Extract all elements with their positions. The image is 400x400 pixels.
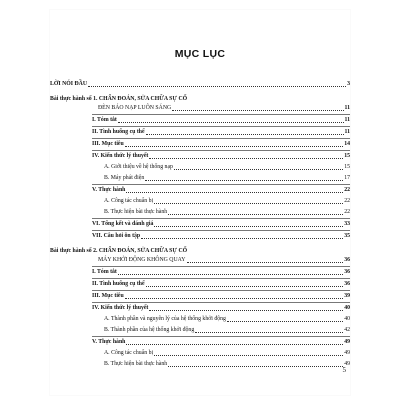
chapter-2-heading-label: Bài thực hành số 2. CHẨN ĐOÁN, SỬA CHỮA SỰ CỐ [50, 248, 188, 254]
toc-entry-page: 49 [344, 361, 350, 367]
toc-entry-page: 42 [344, 327, 350, 333]
dot-leader [172, 110, 343, 111]
toc-entry-page: 40 [344, 316, 350, 322]
toc-entry-page: 33 [344, 221, 350, 227]
dot-leader [118, 122, 344, 123]
toc-entry-label: II. Tình huống cụ thể [92, 129, 145, 135]
toc-entry-ch1-practice-a[interactable] [104, 198, 350, 205]
divider [92, 138, 350, 139]
dot-leader [141, 238, 343, 239]
toc-entry-ch2-theory-b[interactable] [104, 327, 350, 334]
toc-entry-page: 49 [344, 339, 350, 345]
toc-entry-label: ĐÈN BÁO NẠP LUÔN SÁNG [98, 105, 172, 111]
dot-leader [168, 214, 343, 215]
toc-entry-ch2-practice-a[interactable] [104, 350, 350, 357]
chapter-1-heading[interactable] [50, 96, 350, 103]
toc-entry-page: 39 [344, 293, 350, 299]
divider [92, 114, 350, 115]
dot-leader [126, 344, 343, 345]
toc-entry-label: B. Thành phần của hệ thống khởi động [104, 327, 195, 333]
toc-entry-ch1-summary[interactable] [92, 117, 350, 124]
divider [92, 266, 350, 267]
toc-entry-page: 17 [344, 175, 350, 181]
toc-entry-label: A. Công tác chuẩn bị [104, 198, 154, 204]
dot-leader [126, 192, 343, 193]
dot-leader [125, 298, 343, 299]
toc-entry-ch2-theory[interactable] [92, 305, 350, 312]
toc-entry-page: 36 [344, 257, 350, 263]
toc-entry-ch1-practice-b[interactable] [104, 209, 350, 216]
dot-leader [88, 86, 346, 87]
toc-entry-label: IV. Kiến thức lý thuyết [92, 153, 149, 159]
toc-entry-label: A. Thành phần và nguyên lý của hệ thống khởi động [104, 316, 226, 322]
toc-entry-page: 22 [344, 209, 350, 215]
dot-leader [174, 169, 343, 170]
dot-leader [227, 321, 343, 322]
toc-entry-page: 22 [344, 187, 350, 193]
toc-entry-ch2-practice[interactable] [92, 339, 350, 346]
toc-entry-chapter-1[interactable] [98, 105, 350, 112]
toc-entry-label: I. Tóm tắt [92, 269, 117, 275]
divider [92, 336, 350, 337]
toc-entry-label: III. Mục tiêu [92, 141, 124, 147]
toc-entry-label: A. Giới thiệu về hệ thống nạp [104, 164, 173, 170]
toc-entry-label: LỜI NÓI ĐẦU [50, 81, 88, 87]
toc-entry-page: 15 [344, 153, 350, 159]
dot-leader [149, 310, 343, 311]
chapter-1-heading-label: Bài thực hành số 1. CHẨN ĐOÁN, SỬA CHỮA SỰ CỐ [50, 96, 188, 102]
toc-entry-label: B. Thực hiện bài thực hành [104, 209, 168, 215]
toc-entry-page: 11 [344, 105, 350, 111]
toc-entry-ch1-situation[interactable] [92, 129, 350, 136]
toc-entry-label: II. Tình huống cụ thể [92, 281, 145, 287]
toc-entry-preface[interactable] [50, 81, 350, 88]
toc-entry-ch1-theory[interactable] [92, 153, 350, 160]
toc-entry-page: 40 [344, 305, 350, 311]
toc-entry-page: 11 [344, 129, 350, 135]
toc-entry-ch1-objectives[interactable] [92, 141, 350, 148]
toc-entry-ch2-objectives[interactable] [92, 293, 350, 300]
dot-leader [146, 286, 344, 287]
dot-leader [168, 366, 343, 367]
toc-entry-ch2-theory-a[interactable] [104, 316, 350, 323]
dot-leader [154, 203, 343, 204]
divider [92, 278, 350, 279]
toc-entry-ch2-practice-b[interactable] [104, 361, 350, 368]
page-number: 5 [342, 366, 346, 374]
divider [92, 150, 350, 151]
page-content [50, 10, 350, 395]
toc-entry-label: I. Tóm tắt [92, 117, 117, 123]
divider [92, 290, 350, 291]
toc-entry-page: 14 [344, 141, 350, 147]
dot-leader [149, 158, 343, 159]
chapter-2-heading[interactable] [50, 248, 350, 255]
toc-entry-ch1-review[interactable] [92, 221, 350, 228]
toc-entry-page: 15 [344, 164, 350, 170]
divider [92, 302, 350, 303]
toc-entry-label: V. Thực hành [92, 187, 126, 193]
dot-leader [125, 146, 343, 147]
toc-title: MỤC LỤC [174, 48, 226, 60]
divider [92, 218, 350, 219]
toc-entry-ch1-theory-a[interactable] [104, 164, 350, 171]
table-of-contents [50, 10, 350, 395]
divider [92, 126, 350, 127]
toc-entry-page: 36 [344, 281, 350, 287]
divider [92, 230, 350, 231]
toc-entry-ch1-practice[interactable] [92, 187, 350, 194]
dot-leader [154, 355, 343, 356]
dot-leader [118, 274, 343, 275]
toc-entry-label: VII. Câu hỏi ôn tập [92, 233, 141, 239]
toc-entry-page: 22 [344, 198, 350, 204]
toc-entry-label: IV. Kiến thức lý thuyết [92, 305, 149, 311]
toc-entry-label: A. Công tác chuẩn bị [104, 350, 154, 356]
dot-leader [187, 262, 344, 263]
toc-entry-label: MÁY KHỞI ĐỘNG KHÔNG QUAY [98, 257, 186, 263]
toc-entry-page: 11 [344, 117, 350, 123]
toc-entry-ch1-theory-b[interactable] [104, 175, 350, 182]
toc-entry-ch2-situation[interactable] [92, 281, 350, 288]
dot-leader [154, 226, 343, 227]
divider [92, 184, 350, 185]
dot-leader [145, 180, 343, 181]
toc-entry-label: B. Máy phát điện [104, 175, 145, 181]
toc-entry-ch1-questions[interactable] [92, 233, 350, 240]
toc-entry-label: V. Thực hành [92, 339, 126, 345]
toc-entry-page: 49 [344, 350, 350, 356]
toc-entry-label: VI. Tổng kết và đánh giá [92, 221, 154, 227]
dot-leader [195, 332, 343, 333]
toc-entry-label: B. Thực hiện bài thực hành [104, 361, 168, 367]
toc-entry-page: 36 [344, 269, 350, 275]
dot-leader [146, 134, 344, 135]
toc-entry-ch2-summary[interactable] [92, 269, 350, 276]
toc-entry-chapter-2[interactable] [98, 257, 350, 264]
toc-entry-page: 3 [347, 81, 350, 87]
toc-entry-label: III. Mục tiêu [92, 293, 124, 299]
toc-entry-page: 35 [344, 233, 350, 239]
